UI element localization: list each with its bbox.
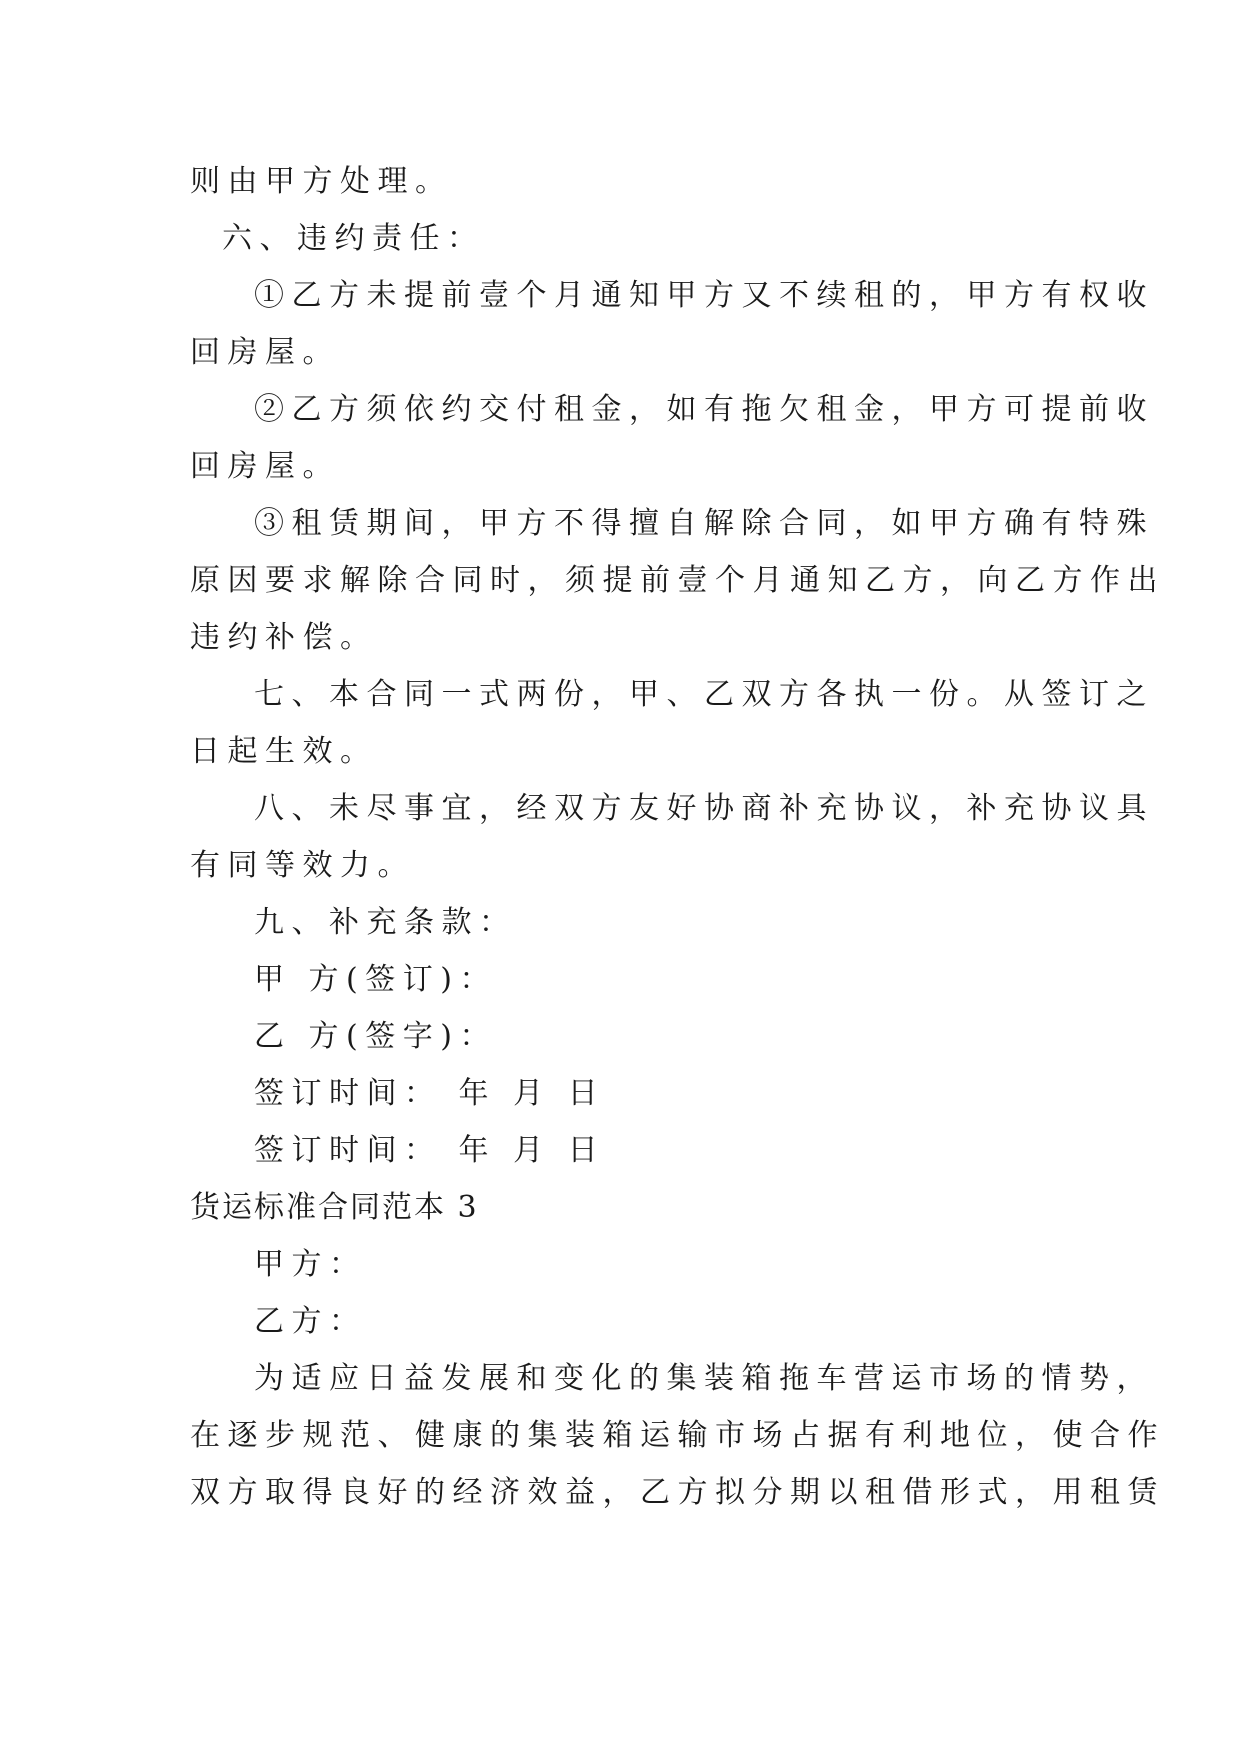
text-line: 则由甲方处理。 [190,164,453,199]
party-b-label: 乙方： [254,1304,367,1339]
text-line: 回房屋。 [190,335,340,370]
text-line: 日起生效。 [190,734,378,769]
text-line: 在逐步规范、健康的集装箱运输市场占据有利地位，使合作 [190,1418,1165,1453]
text-line: ③租赁期间，甲方不得擅自解除合同，如甲方确有特殊 [254,506,1154,541]
text-line: 为适应日益发展和变化的集装箱拖车营运市场的情势， [254,1361,1154,1396]
section-nine: 九、补充条款： [254,905,517,940]
party-a-signature: 甲 方(签订)： [254,962,497,997]
text-line: 有同等效力。 [190,848,415,883]
text-line: 回房屋。 [190,449,340,484]
contract-title: 货运标准合同范本 3 [190,1190,479,1225]
text-line: 双方取得良好的经济效益，乙方拟分期以租借形式，用租赁 [190,1475,1165,1510]
party-b-signature: 乙 方(签字)： [254,1019,497,1054]
text-line: 违约补偿。 [190,620,378,655]
section-seven: 七、本合同一式两份，甲、乙双方各执一份。从签订之 [254,677,1154,712]
signing-date: 签订时间： 年 月 日 [254,1133,606,1168]
text-line: 原因要求解除合同时，须提前壹个月通知乙方，向乙方作出 [190,563,1165,598]
section-heading-breach: 六、违约责任： [222,221,485,256]
text-line: ②乙方须依约交付租金，如有拖欠租金，甲方可提前收 [254,392,1154,427]
text-line: ①乙方未提前壹个月通知甲方又不续租的，甲方有权收 [254,278,1154,313]
signing-date: 签订时间： 年 月 日 [254,1076,606,1111]
party-a-label: 甲方： [254,1247,367,1282]
section-eight: 八、未尽事宜，经双方友好协商补充协议，补充协议具 [254,791,1154,826]
